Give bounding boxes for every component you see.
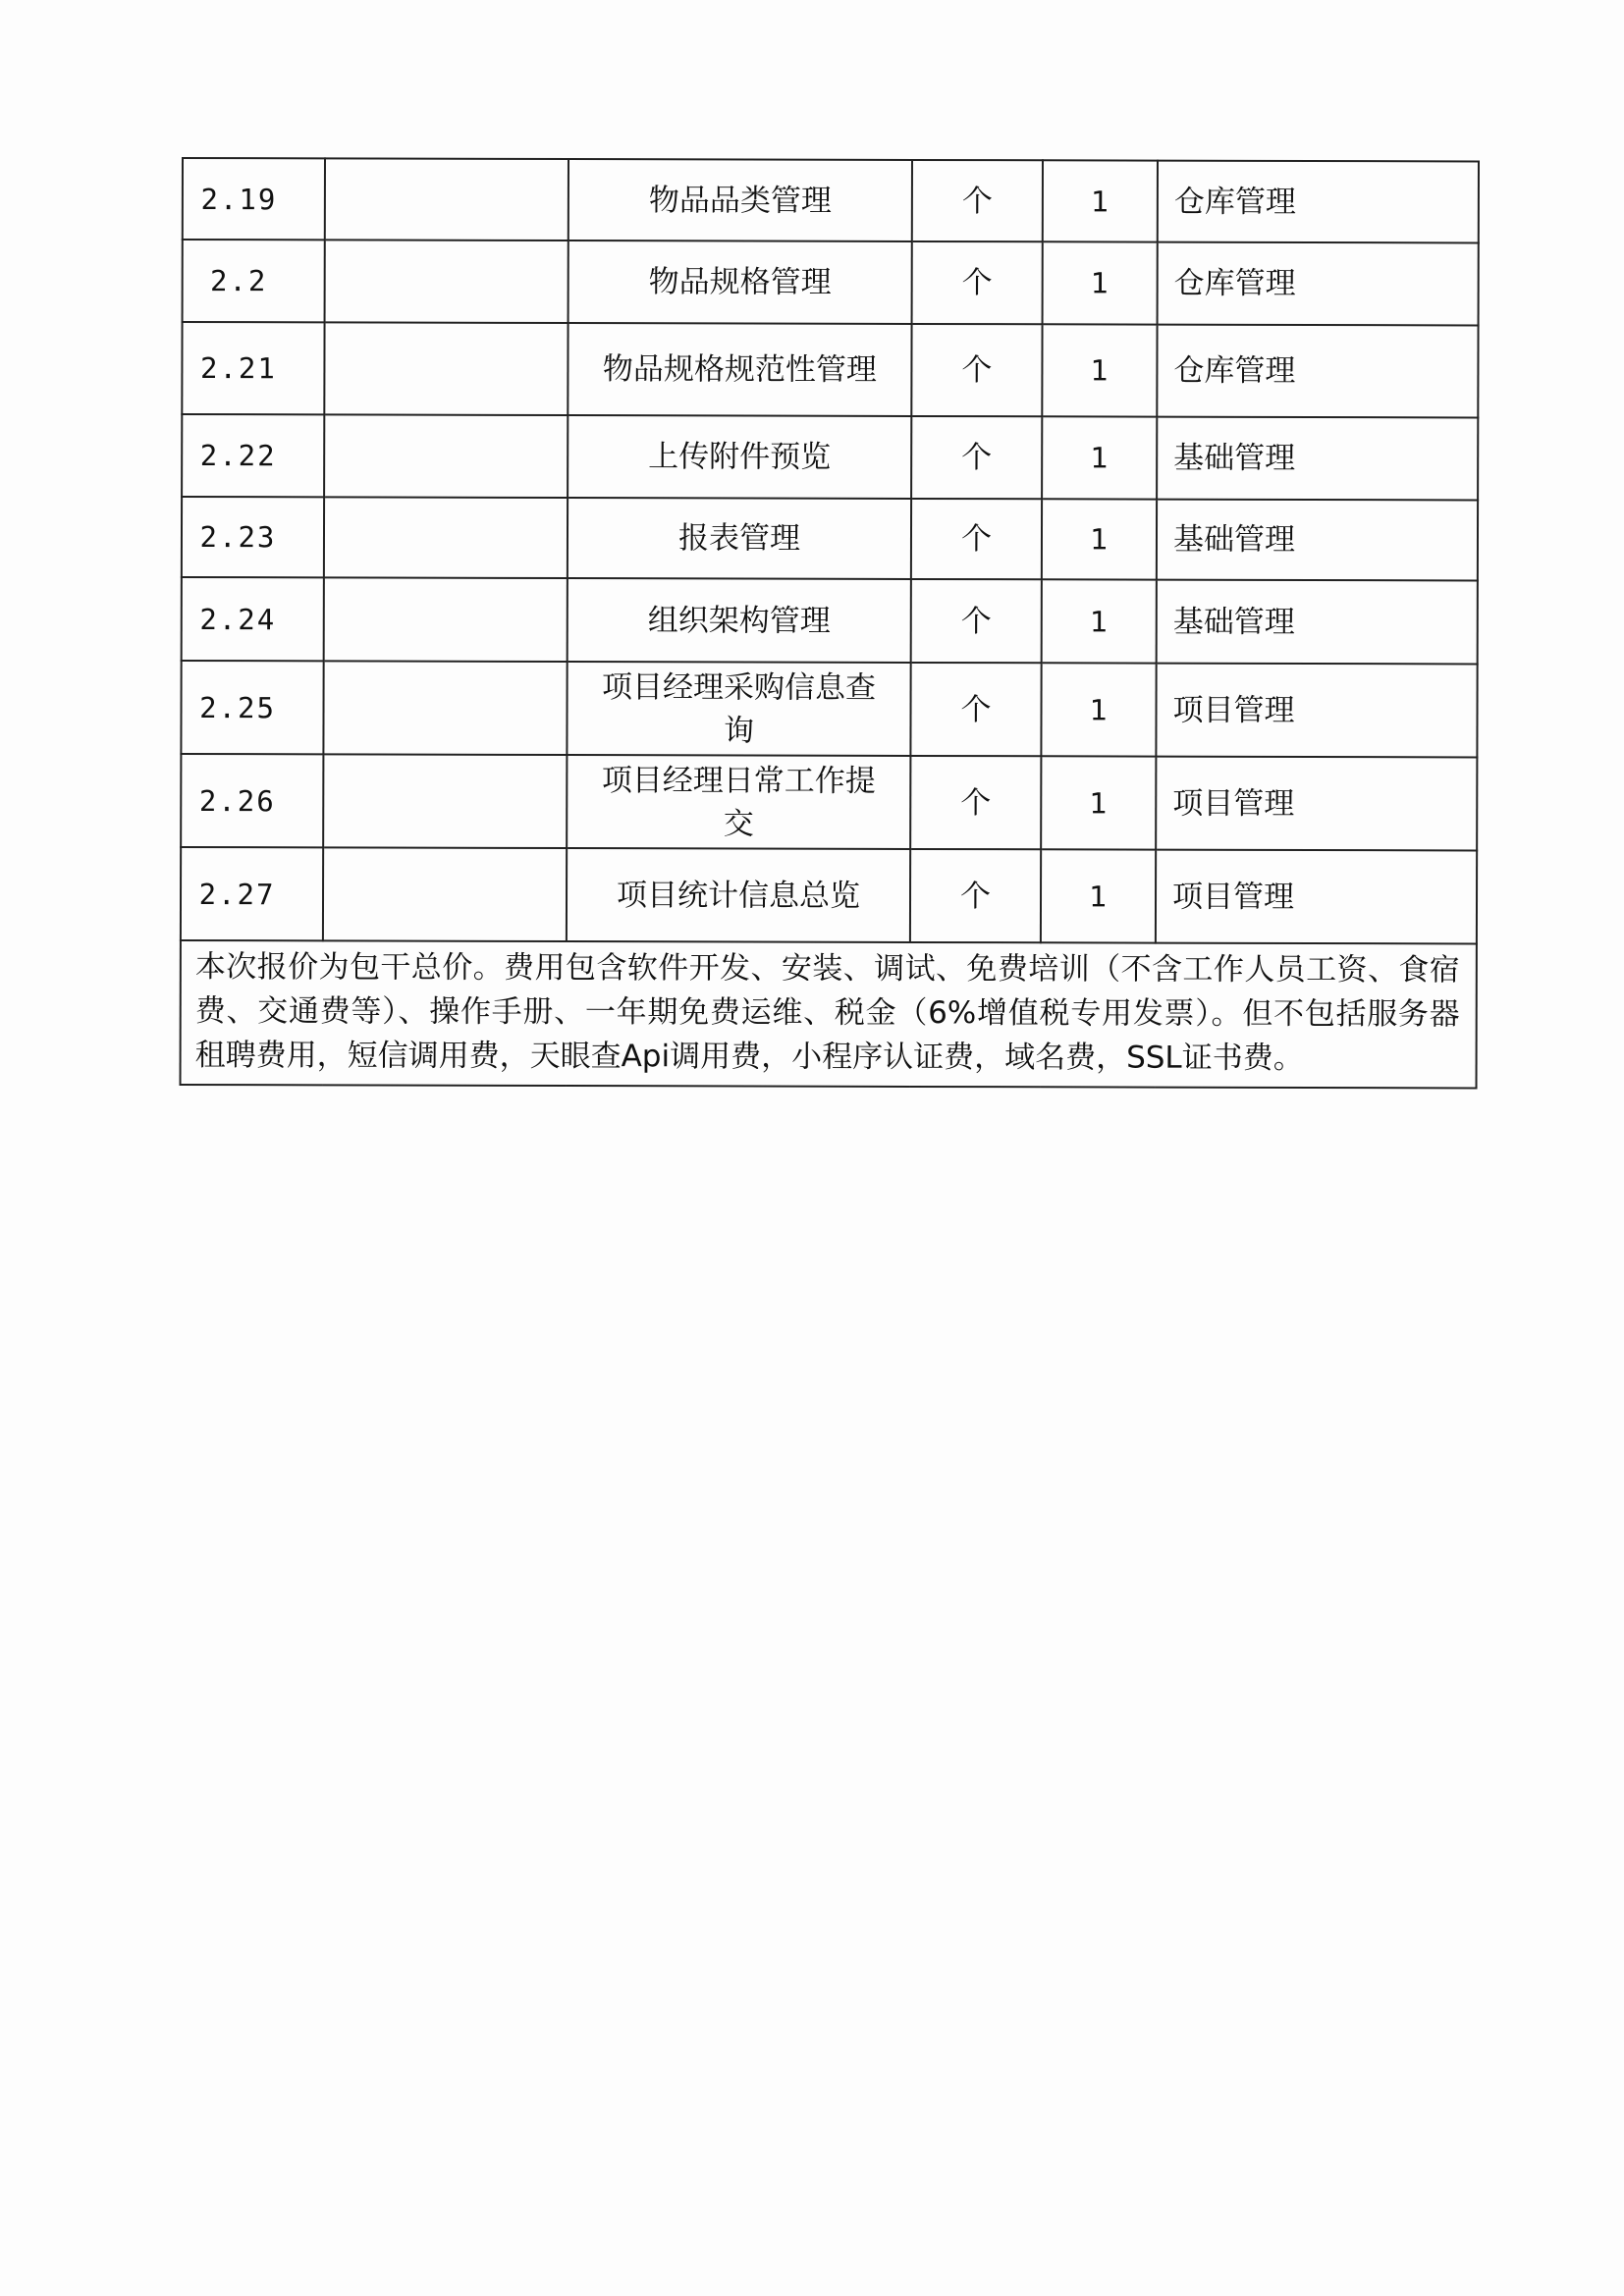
item-unit: 个 bbox=[910, 849, 1041, 942]
pricing-note-row bbox=[181, 940, 1477, 1088]
item-unit: 个 bbox=[911, 324, 1042, 416]
item-name: 项目统计信息总览 bbox=[567, 848, 910, 942]
item-unit: 个 bbox=[910, 756, 1041, 849]
item-unit: 个 bbox=[910, 663, 1041, 756]
table-row bbox=[181, 661, 1477, 757]
item-quantity: 1 bbox=[1041, 849, 1156, 942]
table-row bbox=[182, 577, 1478, 664]
item-quantity: 1 bbox=[1042, 579, 1157, 663]
item-quantity: 1 bbox=[1043, 241, 1158, 324]
item-quantity: 1 bbox=[1042, 416, 1157, 499]
item-quantity: 1 bbox=[1041, 756, 1156, 849]
item-number: 2.19 bbox=[183, 158, 325, 240]
item-name: 上传附件预览 bbox=[568, 415, 911, 499]
item-number: 2.2 bbox=[183, 240, 325, 322]
item-module: 项目管理 bbox=[1156, 664, 1477, 758]
item-unit: 个 bbox=[911, 416, 1042, 499]
item-number: 2.24 bbox=[182, 577, 324, 661]
item-spec bbox=[323, 754, 567, 848]
table-row bbox=[181, 754, 1477, 850]
item-spec bbox=[323, 847, 567, 941]
table-row bbox=[182, 322, 1478, 417]
item-spec bbox=[325, 158, 568, 240]
item-module: 基础管理 bbox=[1157, 417, 1478, 501]
item-name: 项目经理采购信息查询 bbox=[567, 662, 910, 756]
item-name: 项目经理日常工作提交 bbox=[567, 755, 910, 849]
table-row bbox=[182, 497, 1478, 580]
item-name: 物品品类管理 bbox=[568, 159, 912, 241]
item-module: 仓库管理 bbox=[1157, 325, 1478, 418]
item-quantity: 1 bbox=[1043, 160, 1158, 241]
item-quantity: 1 bbox=[1041, 663, 1156, 756]
item-name: 物品规格规范性管理 bbox=[568, 323, 911, 416]
item-unit: 个 bbox=[912, 160, 1043, 241]
table-row bbox=[183, 240, 1479, 325]
item-module: 项目管理 bbox=[1156, 757, 1477, 851]
quotation-table bbox=[180, 157, 1480, 1089]
item-module: 基础管理 bbox=[1157, 500, 1478, 581]
table-row bbox=[183, 158, 1479, 242]
item-module: 基础管理 bbox=[1157, 580, 1478, 665]
item-number: 2.26 bbox=[181, 754, 323, 847]
pricing-note: 本次报价为包干总价。费用包含软件开发、安装、调试、免费培训（不含工作人员工资、食宿费、交通费等）、操作手册、一年期免费运维、税金（6%增值税专用发票）。但不包括服务器租聘费用，短信调用费，天眼查Api调用费，小程序认证费，域名费，SSL证书费。 bbox=[181, 940, 1477, 1088]
item-number: 2.25 bbox=[181, 661, 323, 754]
item-spec bbox=[324, 322, 568, 415]
item-number: 2.23 bbox=[182, 497, 324, 577]
item-unit: 个 bbox=[911, 499, 1042, 579]
item-spec bbox=[323, 661, 567, 755]
item-spec bbox=[324, 497, 568, 578]
item-module: 项目管理 bbox=[1156, 850, 1477, 944]
item-quantity: 1 bbox=[1042, 324, 1157, 416]
item-number: 2.21 bbox=[182, 322, 324, 414]
item-name: 组织架构管理 bbox=[568, 578, 911, 663]
item-module: 仓库管理 bbox=[1158, 161, 1479, 243]
item-module: 仓库管理 bbox=[1158, 242, 1479, 326]
item-spec bbox=[324, 414, 568, 498]
item-unit: 个 bbox=[912, 241, 1043, 324]
item-spec bbox=[325, 240, 568, 323]
item-quantity: 1 bbox=[1042, 499, 1157, 579]
item-number: 2.22 bbox=[182, 414, 324, 497]
item-name: 物品规格管理 bbox=[568, 240, 912, 324]
table-row bbox=[182, 414, 1478, 500]
item-unit: 个 bbox=[911, 579, 1042, 663]
item-spec bbox=[324, 577, 568, 662]
item-number: 2.27 bbox=[181, 847, 323, 940]
item-name: 报表管理 bbox=[568, 498, 911, 579]
table-row bbox=[181, 847, 1477, 943]
